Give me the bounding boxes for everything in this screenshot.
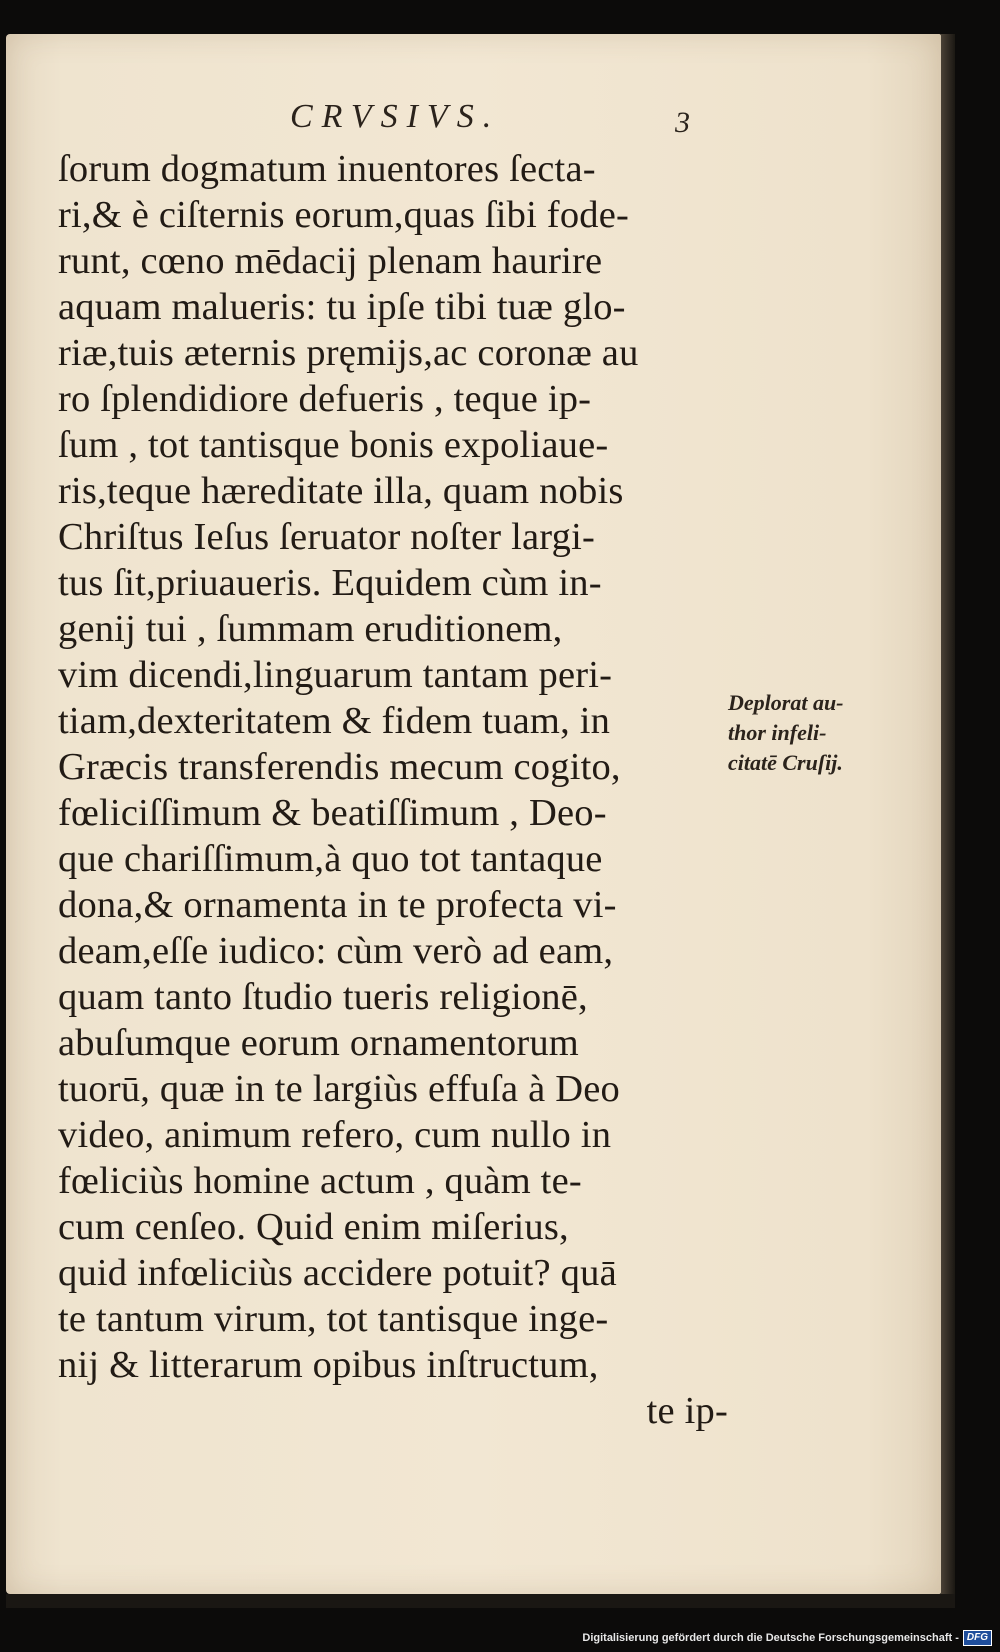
text-line: dona,& ornamenta in te profecta vi-	[58, 884, 617, 926]
margin-note-line: citatē Cruſij.	[728, 750, 843, 775]
text-line: video, animum refero, cum nullo in	[58, 1114, 612, 1156]
text-line: ris,teque hæreditate illa, quam nobis	[58, 470, 624, 512]
running-head: CRVSIVS.	[290, 98, 501, 135]
text-line: riæ,tuis æternis pręmijs,ac coronæ au	[58, 332, 639, 374]
body-text	[58, 146, 728, 1434]
text-line: quid infœliciùs accidere potuit? quā	[58, 1252, 617, 1294]
digitization-footer	[582, 1630, 992, 1646]
text-line: ſorum dogmatum inuentores ſecta-	[58, 148, 596, 190]
text-line: nij & litterarum opibus inſtructum,	[58, 1344, 599, 1386]
text-line: genij tui , ſummam eruditionem,	[58, 608, 563, 650]
page-bottom-edge	[6, 1594, 955, 1608]
text-line: abuſumque eorum ornamentorum	[58, 1022, 579, 1064]
margin-note-line: thor infeli-	[728, 720, 827, 745]
text-line: te tantum virum, tot tantisque inge-	[58, 1298, 609, 1340]
text-line: vim dicendi,linguarum tantam peri-	[58, 654, 613, 696]
text-line: tus ſit,priuaueris. Equidem cùm in-	[58, 562, 602, 604]
text-line: aquam malueris: tu ipſe tibi tuæ glo-	[58, 286, 626, 328]
text-line: Græcis transferendis mecum cogito,	[58, 746, 621, 788]
text-line: fœliciùs homine actum , quàm te-	[58, 1160, 582, 1202]
text-line: ro ſplendidiore defueris , teque ip-	[58, 378, 592, 420]
margin-note-line: Deplorat au-	[728, 690, 844, 715]
text-line: Chriſtus Ieſus ſeruator noſter largi-	[58, 516, 596, 558]
text-line: quam tanto ſtudio tueris religionē,	[58, 976, 588, 1018]
page-edge	[941, 34, 955, 1594]
text-line: fœliciſſimum & beatiſſimum , Deo-	[58, 792, 607, 834]
catchword: te ip-	[646, 1390, 728, 1432]
margin-note	[728, 688, 868, 778]
text-line: cum cenſeo. Quid enim miſerius,	[58, 1206, 569, 1248]
text-line: ri,& è ciſternis eorum,quas ſibi fode-	[58, 194, 630, 236]
text-line: deam,eſſe iudico: cùm verò ad eam,	[58, 930, 614, 972]
dfg-logo: DFG	[963, 1630, 992, 1646]
text-line: tiam,dexteritatem & fidem tuam, in	[58, 700, 611, 742]
text-line: tuorū, quæ in te largiùs effuſa à Deo	[58, 1068, 620, 1110]
page-number: 3	[675, 106, 690, 139]
footer-credit: Digitalisierung gefördert durch die Deutsche Forschungsgemeinschaft -	[582, 1632, 959, 1644]
text-line: runt, cœno mēdacij plenam haurire	[58, 240, 603, 282]
text-line: que chariſſimum,à quo tot tantaque	[58, 838, 603, 880]
text-line: ſum , tot tantisque bonis expoliaue-	[58, 424, 609, 466]
